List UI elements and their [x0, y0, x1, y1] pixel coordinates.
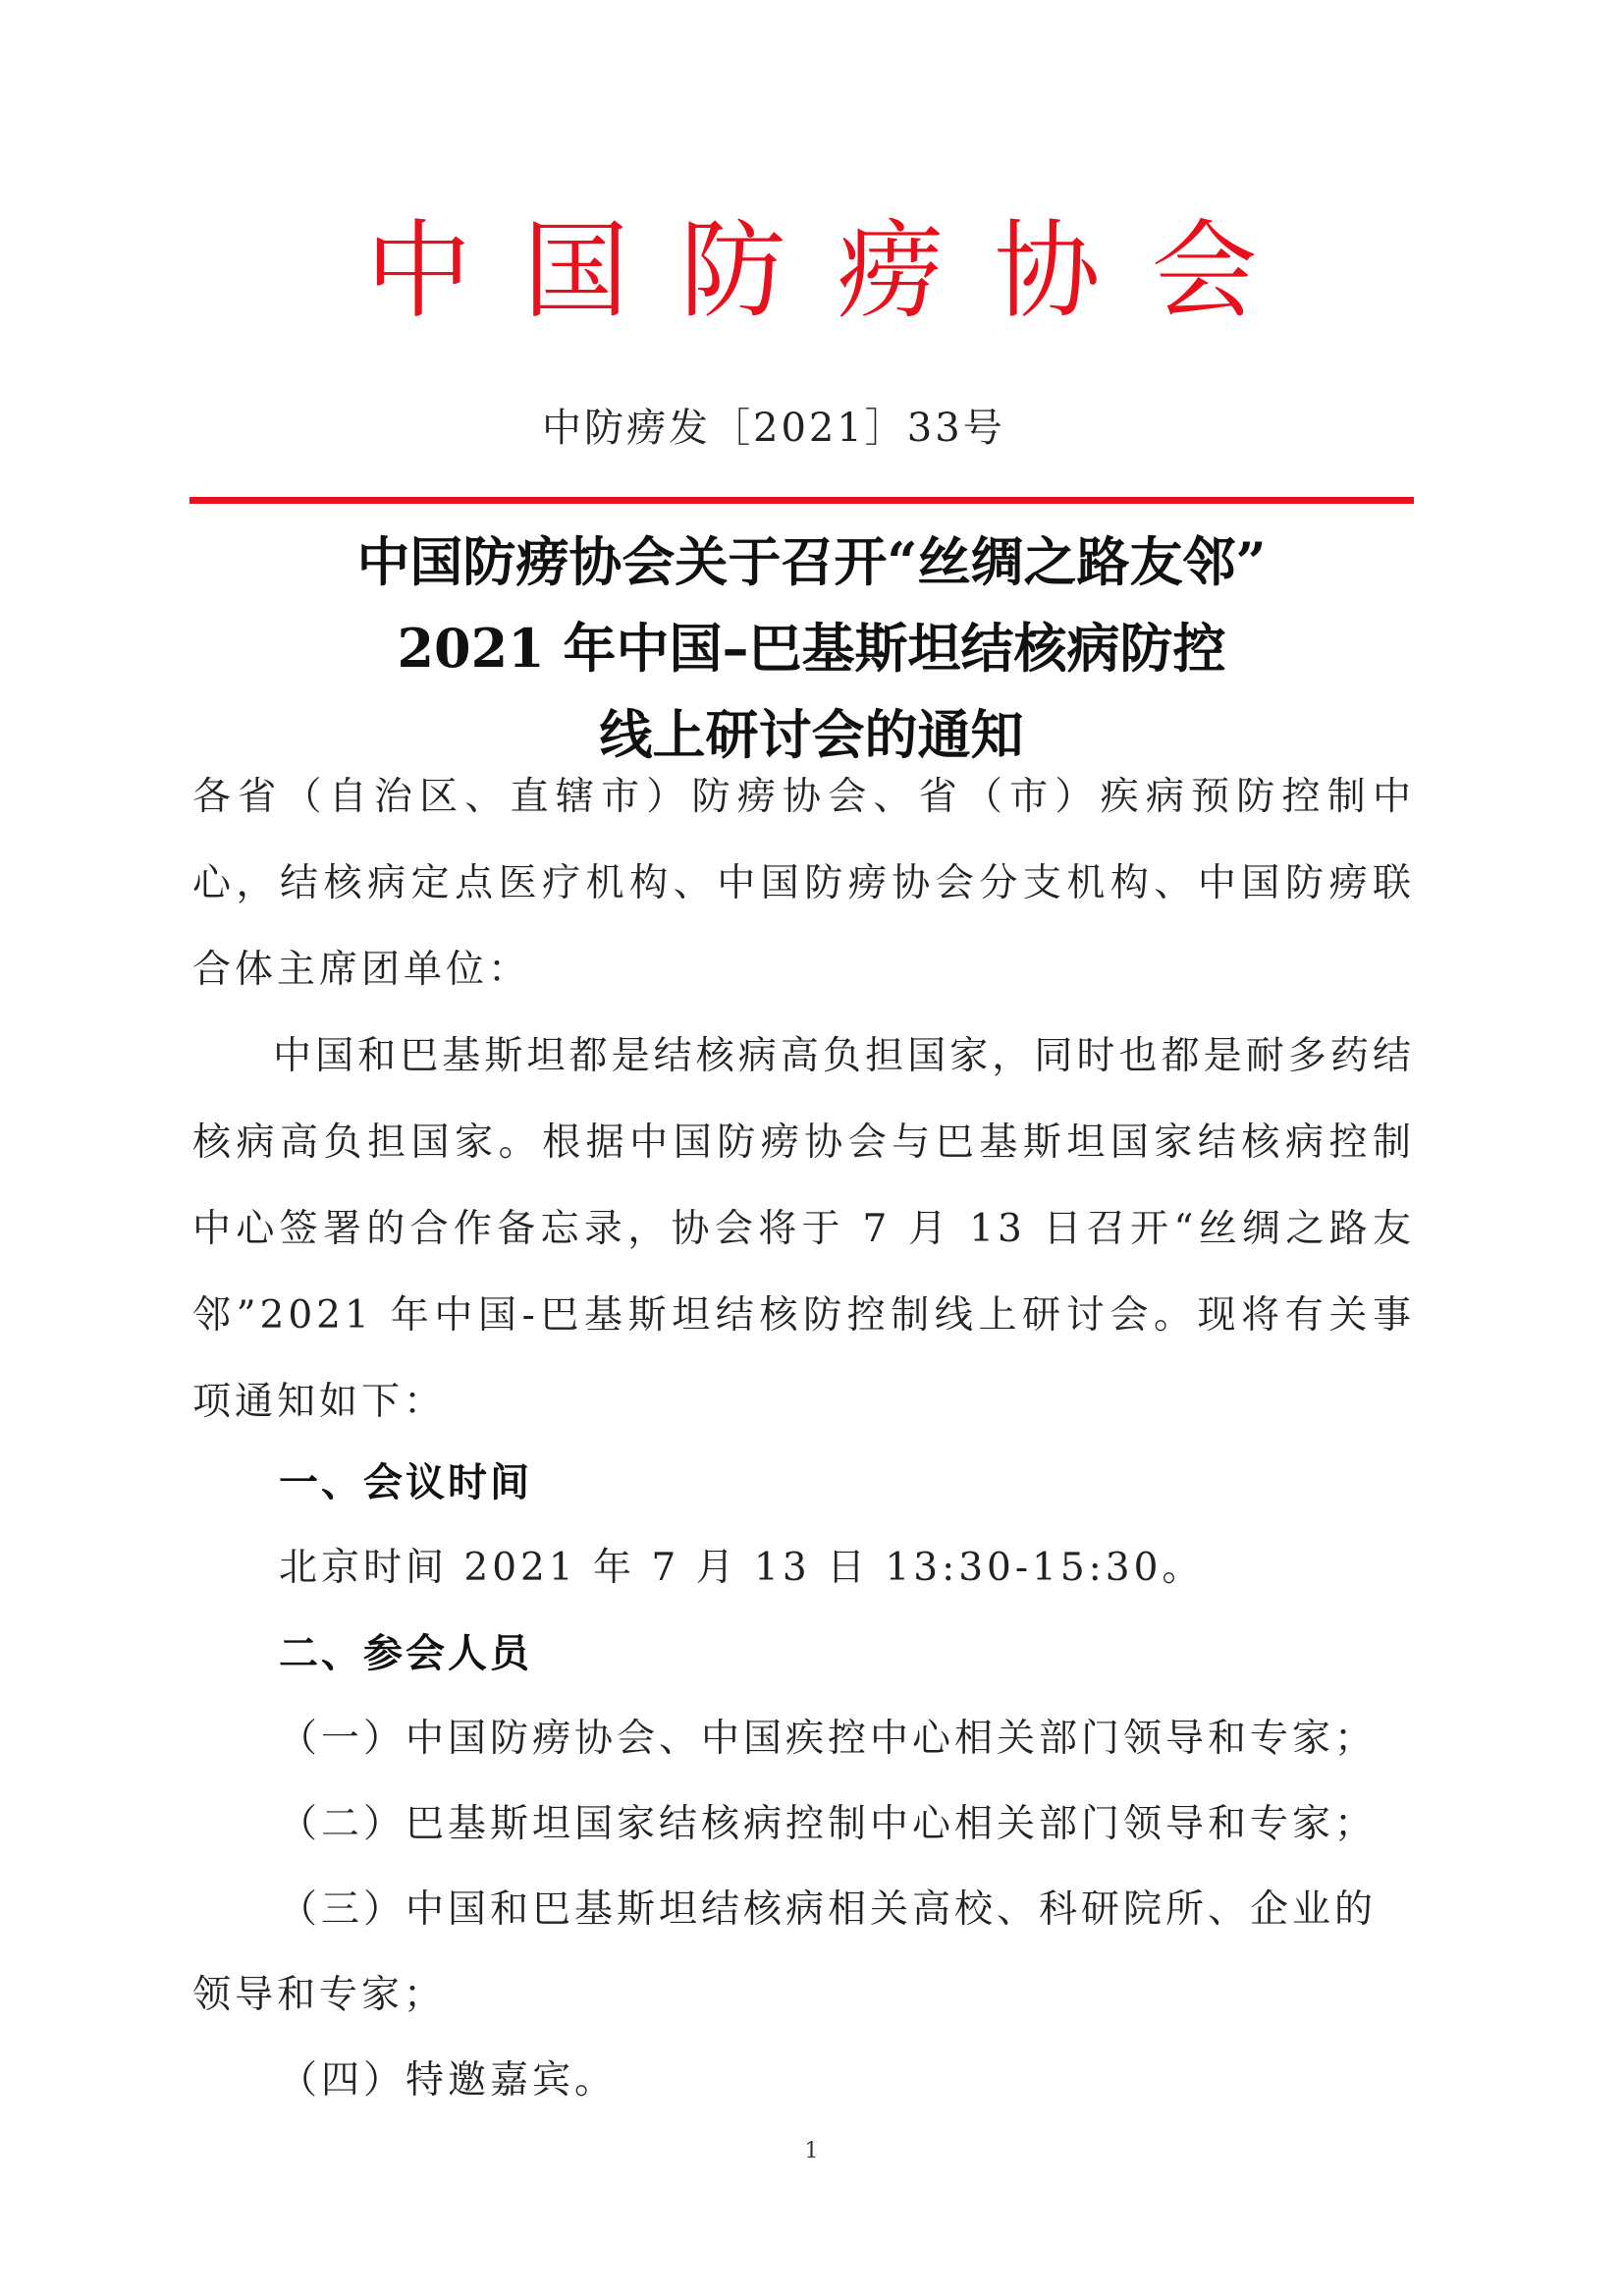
title-line-1: 中国防痨协会关于召开“丝绸之路友邻”	[356, 530, 1267, 593]
section-heading-participants: 二、参会人员	[279, 1631, 532, 1676]
title-line-3: 线上研讨会的通知	[599, 703, 1024, 766]
organization-header: 中国防痨协会	[365, 210, 1309, 333]
participant-item-4: （四）特邀嘉宾。	[279, 2058, 618, 2103]
section-heading-time: 一、会议时间	[279, 1460, 532, 1505]
participant-item-1: （一）中国防痨协会、中国疾控中心相关部门领导和专家；	[279, 1717, 1378, 1761]
participant-item-3-line-2: 领导和专家；	[192, 1973, 447, 2017]
page-number: 1	[804, 2139, 819, 2163]
meeting-time-text: 北京时间 2021 年 7 月 13 日 13:30-15:30。	[279, 1546, 1205, 1590]
document-title	[0, 519, 1623, 778]
body-paragraph: 中国和巴基斯坦都是结核病高负担国家，同时也都是耐多药结核病高负担国家。根据中国防痨协会与巴基斯坦国家结核病控制中心签署的合作备忘录，协会将于 7 月 13 日召开“丝绸之路友邻”2021 年中国-巴基斯坦结核防控制线上研讨会。现将有关事项通知如下：	[192, 1034, 1415, 1424]
red-divider-line	[189, 497, 1414, 504]
title-line-2: 2021 年中国–巴基斯坦结核病防控	[397, 617, 1226, 680]
participant-item-3-line-1: （三）中国和巴基斯坦结核病相关高校、科研院所、企业的	[279, 1887, 1378, 1932]
participant-item-2: （二）巴基斯坦国家结核病控制中心相关部门领导和专家；	[279, 1802, 1378, 1846]
document-number: 中防痨发［2021］33号	[542, 406, 1005, 451]
salutation-paragraph: 各省（自治区、直辖市）防痨协会、省（市）疾病预防控制中心，结核病定点医疗机构、中国防痨协会分支机构、中国防痨联合体主席团单位：	[192, 775, 1415, 992]
